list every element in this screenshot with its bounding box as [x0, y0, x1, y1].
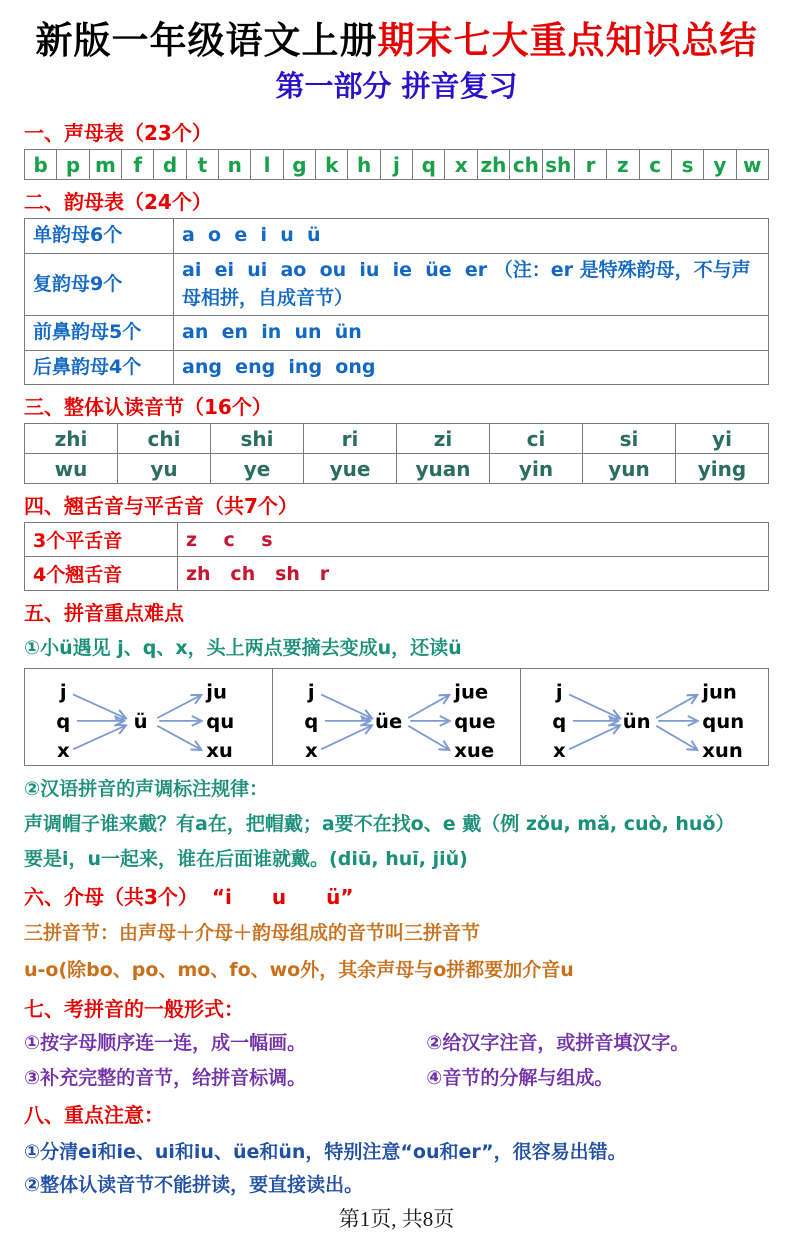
merge-panel-u [25, 669, 273, 765]
finals-table [24, 218, 769, 385]
syllable-cell: yue [304, 454, 397, 484]
merge-diagram-svg [25, 669, 272, 765]
finals-row-label: 复韵母9个 [25, 253, 174, 315]
pinyin-result: ju [206, 680, 227, 704]
section-heading-exam-forms: 七、考拼音的一般形式： [24, 997, 244, 1022]
finals-row-label: 后鼻韵母4个 [25, 350, 174, 385]
tongue-row-value: zh ch sh r [178, 557, 769, 591]
section-heading-key-points: 五、拼音重点难点 [24, 601, 184, 626]
finals-row-label: 前鼻韵母5个 [25, 316, 174, 351]
initial-cell: n [219, 150, 251, 180]
initial-cell: f [122, 150, 154, 180]
pinyin-letter: x [552, 739, 566, 763]
exam-form-item: ③补充完整的音节，给拼音标调。 [24, 1067, 307, 1090]
initial-cell: q [413, 150, 445, 180]
syllable-cell: yin [490, 454, 583, 484]
initial-cell: j [380, 150, 412, 180]
syllables-row-2 [25, 454, 769, 484]
pinyin-result: jue [454, 680, 489, 704]
finals-row-label: 单韵母6个 [25, 219, 174, 254]
merge-panel-ue [273, 669, 521, 765]
section-heading-finals: 二、韵母表（24个） [24, 190, 212, 215]
syllable-cell: yi [676, 424, 769, 454]
finals-row-value: ai ei ui ao ou iu ie üe er （注：er 是特殊韵母，不与声母相拼，自成音节） [174, 253, 769, 315]
initial-cell: w [736, 150, 768, 180]
finals-row-value: a o e i u ü [174, 219, 769, 254]
important-note-item: ②整体认读音节不能拼读，要直接读出。 [24, 1174, 364, 1197]
finals-row-value: an en in un ün [174, 316, 769, 351]
exam-forms-list [24, 1028, 769, 1090]
pinyin-result: xu [206, 739, 233, 763]
pinyin-center: ün [622, 709, 651, 733]
key-point-1: ①小ü遇见 j、q、x，头上两点要摘去变成u，还读ü [24, 637, 462, 660]
exam-form-item: ②给汉字注音，或拼音填汉字。 [426, 1032, 690, 1055]
initial-cell: b [25, 150, 57, 180]
exam-form-item: ①按字母顺序连一连，成一幅画。 [24, 1032, 307, 1055]
initial-cell: l [251, 150, 283, 180]
merge-diagram-svg [273, 669, 520, 765]
syllable-cell: ci [490, 424, 583, 454]
finals-row-value: ang eng ing ong [174, 350, 769, 385]
u-umlaut-merge-diagram [24, 668, 769, 766]
initial-cell: g [283, 150, 315, 180]
section-heading-tongue-sounds: 四、翘舌音与平舌音（共7个） [24, 494, 298, 519]
tongue-row-value: z c s [178, 523, 769, 557]
tone-rule-line-2: 要是i，u一起来，谁在后面谁就戴。(diū, huī, jiǔ) [24, 848, 468, 871]
syllable-cell: zhi [25, 424, 118, 454]
initials-table [24, 149, 769, 180]
page-subtitle: 第一部分 拼音复习 [275, 69, 518, 104]
initial-cell: d [154, 150, 186, 180]
initial-cell: m [89, 150, 121, 180]
section-heading-important-notes: 八、重点注意： [24, 1103, 164, 1128]
pinyin-letter: x [304, 739, 318, 763]
syllable-cell: yun [583, 454, 676, 484]
syllable-cell: zi [397, 424, 490, 454]
syllable-cell: wu [25, 454, 118, 484]
pinyin-result: que [454, 709, 496, 733]
pinyin-letter: j [59, 680, 67, 704]
section-heading-initials: 一、声母表（23个） [24, 121, 212, 146]
pinyin-letter: q [56, 709, 71, 733]
important-notes-list [24, 1131, 769, 1203]
syllable-cell: si [583, 424, 676, 454]
syllable-cell: ying [676, 454, 769, 484]
medial-rule-line-2: u-o(除bo、po、mo、fo、wo外，其余声母与o拼都要加介音u [24, 959, 574, 982]
initial-cell: h [348, 150, 380, 180]
tone-rule-line-1: 声调帽子谁来戴？有a在，把帽戴；a要不在找o、e 戴（例 zǒu, mǎ, cuò, huǒ） [24, 813, 735, 836]
section-heading-medials: 六、介母（共3个） “i u ü” [24, 885, 354, 910]
section-heading-whole-syllables: 三、整体认读音节（16个） [24, 395, 272, 420]
key-point-2: ②汉语拼音的声调标注规律： [24, 778, 269, 801]
initial-cell: ch [510, 150, 542, 180]
syllable-cell: ri [304, 424, 397, 454]
initial-cell: p [57, 150, 89, 180]
title-red-part: 期末七大重点知识总结 [377, 19, 758, 62]
initial-cell: t [186, 150, 218, 180]
pinyin-result: xue [454, 739, 495, 763]
merge-panel-un [521, 669, 768, 765]
pinyin-letter: q [304, 709, 319, 733]
pinyin-letter: q [552, 709, 567, 733]
initial-cell: sh [542, 150, 574, 180]
initial-cell: r [574, 150, 606, 180]
pinyin-center: üe [375, 709, 403, 733]
syllable-cell: ye [211, 454, 304, 484]
pinyin-center: ü [133, 709, 148, 733]
finals-row [25, 316, 769, 351]
tongue-row-label: 3个平舌音 [25, 523, 178, 557]
pinyin-letter: j [307, 680, 315, 704]
initial-cell: c [639, 150, 671, 180]
pinyin-result: jun [702, 680, 737, 704]
initial-cell: k [316, 150, 348, 180]
pinyin-letter: j [555, 680, 563, 704]
initial-cell: y [704, 150, 736, 180]
page-number-footer: 第1页, 共8页 [338, 1207, 455, 1232]
whole-syllables-table [24, 423, 769, 484]
initials-row [25, 150, 769, 180]
pinyin-result: xun [702, 739, 743, 763]
syllables-row-1 [25, 424, 769, 454]
page-title [24, 20, 769, 61]
finals-row [25, 253, 769, 315]
initial-cell: zh [477, 150, 509, 180]
syllable-cell: chi [118, 424, 211, 454]
tongue-sounds-table [24, 522, 769, 591]
tongue-row [25, 557, 769, 591]
syllable-cell: yuan [397, 454, 490, 484]
initial-cell: s [671, 150, 703, 180]
syllable-cell: shi [211, 424, 304, 454]
title-black-part: 新版一年级语文上册 [35, 19, 378, 62]
pinyin-result: qu [206, 709, 235, 733]
important-note-item: ①分清ei和ie、ui和iu、üe和ün，特别注意“ou和er”，很容易出错。 [24, 1141, 627, 1164]
merge-diagram-svg [521, 669, 768, 765]
exam-form-item: ④音节的分解与组成。 [426, 1067, 614, 1090]
tongue-row-label: 4个翘舌音 [25, 557, 178, 591]
pinyin-letter: x [56, 739, 70, 763]
pinyin-result: qun [702, 709, 745, 733]
syllable-cell: yu [118, 454, 211, 484]
finals-row [25, 350, 769, 385]
medial-rule-line-1: 三拼音节：由声母＋介母＋韵母组成的音节叫三拼音节 [24, 922, 481, 945]
finals-row [25, 219, 769, 254]
tongue-row [25, 523, 769, 557]
initial-cell: x [445, 150, 477, 180]
initial-cell: z [607, 150, 639, 180]
